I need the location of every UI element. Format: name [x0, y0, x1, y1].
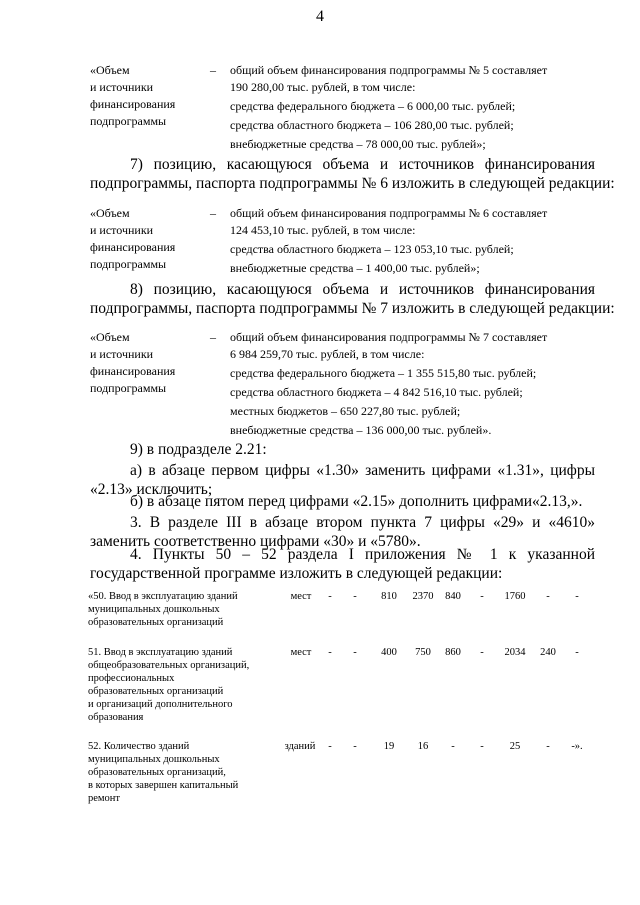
table-cell: 860 — [445, 647, 461, 658]
table-cell: 400 — [381, 647, 397, 658]
table-cell: 2034 — [504, 647, 526, 658]
table-cell: - — [480, 741, 484, 752]
table-cell: - — [546, 741, 550, 752]
page-number: 4 — [316, 8, 324, 25]
block-values: общий объем финансирования подпрограммы № 7 составляет 6 984 259,70 тыс. рублей, в том числе: средства федерального бюджета – 1 355 515,80 тыс. рублей; средства областного бюджета – 4 842 516,10 тыс. рублей; местных бюджетов – 650 227,80 тыс. рублей; внебюджетные средства – 136 000,00 тыс. рублей». — [230, 330, 548, 437]
table-cell: 1760 — [504, 591, 526, 602]
table-cell: - — [328, 647, 332, 658]
table-cell: 2370 — [412, 591, 434, 602]
row-unit: мест — [290, 647, 312, 658]
table-cell: - — [328, 591, 332, 602]
paragraph-8: 8) позицию, касающуюся объема и источников финансирования подпрограммы, паспорта подпрограммы № 7 изложить в следующей редакции: — [90, 281, 615, 317]
table-cell: 750 — [415, 647, 431, 658]
table-cell: 16 — [417, 741, 429, 752]
paragraph-9b: б) в абзаце пятом перед цифрами «2.15» дополнить цифрами«2.13,». — [130, 493, 583, 510]
paragraph-3: 3. В разделе III в абзаце втором пункта 7 цифры «29» и «4610» заменить соответственно цифрами «30» и «5780». — [90, 514, 595, 550]
block-label: «Объем и источники финансирования подпрограммы — [90, 330, 176, 395]
row-name: 51. Ввод в эксплуатацию зданий общеобразовательных организаций, профессиональных образовательных организаций и организаций дополнительного образования — [88, 647, 250, 723]
block-values: общий объем финансирования подпрограммы № 6 составляет 124 453,10 тыс. рублей, в том числе: средства областного бюджета – 123 053,10 тыс. рублей; внебюджетные средства – 1 400,00 тыс. рублей»; — [230, 206, 548, 275]
table-cell: - — [575, 647, 579, 658]
paragraph-9: 9) в подразделе 2.21: — [130, 441, 267, 458]
paragraph-9a: а) в абзаце первом цифры «1.30» заменить цифрами «1.31», цифры «2.13» исключить; — [90, 462, 595, 498]
table-cell: - — [451, 741, 455, 752]
row-name: «50. Ввод в эксплуатацию зданий муниципальных дошкольных образовательных организаций — [88, 591, 238, 628]
financing-block-subprogram-6 — [90, 205, 590, 273]
table-cell: 810 — [381, 591, 397, 602]
table-cell: - — [480, 591, 484, 602]
table-cell: - — [353, 647, 357, 658]
block-label: «Объем и источники финансирования подпрограммы — [90, 206, 176, 271]
financing-block-subprogram-5 — [90, 62, 590, 151]
table-cell: - — [328, 741, 332, 752]
indicators-table — [88, 590, 608, 830]
table-cell: 840 — [445, 591, 461, 602]
paragraph-7: 7) позицию, касающуюся объема и источников финансирования подпрограммы, паспорта подпрограммы № 6 изложить в следующей редакции: — [90, 156, 615, 192]
table-cell: - — [480, 647, 484, 658]
table-cell: 240 — [540, 647, 556, 658]
paragraph-4: 4. Пункты 50 – 52 раздела I приложения № 1 к указанной государственной программе изложить в следующей редакции: — [90, 546, 595, 582]
table-cell: 19 — [383, 741, 395, 752]
table-cell: - — [546, 591, 550, 602]
table-cell: - — [575, 591, 579, 602]
block-dash: – — [210, 63, 216, 77]
row-unit: мест — [290, 591, 312, 602]
row-name: 52. Количество зданий муниципальных дошкольных образовательных организаций, в которых завершен капитальный ремонт — [88, 741, 239, 804]
financing-block-subprogram-7 — [90, 329, 590, 437]
row-unit: зданий — [284, 741, 316, 752]
table-cell: 25 — [509, 741, 521, 752]
table-cell: - — [353, 741, 357, 752]
block-label: «Объем и источники финансирования подпрограммы — [90, 63, 176, 128]
block-values: общий объем финансирования подпрограммы № 5 составляет 190 280,00 тыс. рублей, в том числе: средства федерального бюджета – 6 000,00 тыс. рублей; средства областного бюджета – 106 280,00 тыс. рублей; внебюджетные средства – 78 000,00 тыс. рублей»; — [230, 63, 548, 151]
block-dash: – — [210, 330, 216, 344]
block-dash: – — [210, 206, 216, 220]
table-cell: -». — [571, 741, 583, 752]
table-cell: - — [353, 591, 357, 602]
